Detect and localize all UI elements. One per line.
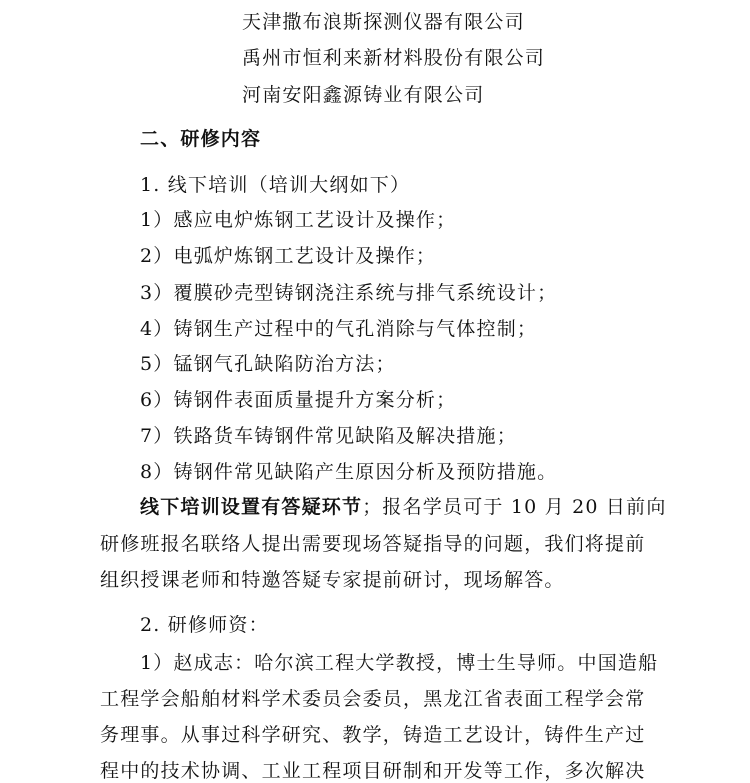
teachers-heading: 2. 研修师资： bbox=[140, 614, 269, 636]
company-line-2: 禹州市恒利来新材料股份有限公司 bbox=[242, 47, 546, 69]
outline-item-6: 6）铸钢件表面质量提升方案分析； bbox=[140, 389, 457, 411]
outline-item-2: 2）电弧炉炼钢工艺设计及操作； bbox=[140, 245, 437, 267]
teacher-line-4: 程中的技术协调、工业工程项目研制和开发等工作，多次解决 bbox=[100, 760, 646, 782]
qa-paragraph-line-1 bbox=[140, 495, 667, 519]
section-heading: 二、研修内容 bbox=[140, 128, 262, 150]
qa-bold-lead: 线下培训设置有答疑环节 bbox=[140, 496, 363, 518]
outline-item-8: 8）铸钢件常见缺陷产生原因分析及预防措施。 bbox=[140, 461, 558, 483]
outline-item-7: 7）铁路货车铸钢件常见缺陷及解决措施； bbox=[140, 425, 517, 447]
company-line-1: 天津撒布浪斯探测仪器有限公司 bbox=[242, 11, 525, 33]
outline-item-1: 1）感应电炉炼钢工艺设计及操作； bbox=[140, 209, 457, 231]
qa-line1-rest: ；报名学员可于 10 月 20 日前向 bbox=[362, 496, 667, 518]
outline-item-4: 4）铸钢生产过程中的气孔消除与气体控制； bbox=[140, 318, 538, 340]
teacher-line-2: 工程学会船舶材料学术委员会委员，黑龙江省表面工程学会常 bbox=[100, 688, 646, 710]
company-line-3: 河南安阳鑫源铸业有限公司 bbox=[242, 84, 485, 106]
teacher-line-3: 务理事。从事过科学研究、教学，铸造工艺设计，铸件生产过 bbox=[100, 724, 646, 746]
qa-paragraph-line-2: 研修班报名联络人提出需要现场答疑指导的问题，我们将提前 bbox=[100, 533, 646, 555]
teacher-line-1: 1）赵成志：哈尔滨工程大学教授，博士生导师。中国造船 bbox=[140, 652, 659, 674]
offline-training-heading: 1. 线下培训（培训大纲如下） bbox=[140, 174, 411, 196]
outline-item-3: 3）覆膜砂壳型铸钢浇注系统与排气系统设计； bbox=[140, 282, 558, 304]
qa-paragraph-line-3: 组织授课老师和特邀答疑专家提前研讨，现场解答。 bbox=[100, 569, 565, 591]
outline-item-5: 5）锰钢气孔缺陷防治方法； bbox=[140, 353, 396, 375]
